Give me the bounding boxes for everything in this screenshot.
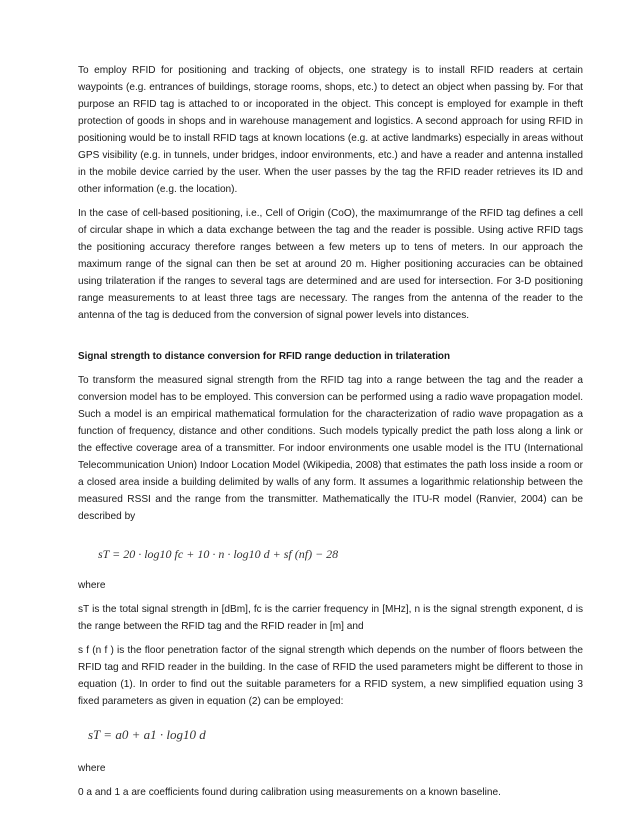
where-label-1: where — [78, 580, 106, 591]
equation-2: sT = a0 + a1 · log10 d — [88, 727, 206, 742]
where-label-2: where — [78, 763, 106, 774]
paragraph-signal-strength-definition: sT is the total signal strength in [dBm], fc is the carrier frequency in [MHz], n is the signal strength exponent, d is the range between the RFID tag and the RFID reader in [m] and — [78, 604, 583, 632]
paragraph-cell-based-positioning: In the case of cell-based positioning, i.e., Cell of Origin (CoO), the maximumrange of the RFID tag defines a cell of circular shape in which a data exchange between the tag and the reader is possible. Using active RFID tags the positioning accuracy therefore ranges between a few meters up to tens of meters. In our approach the maximum range of the signal can then be set at around 20 m. Higher positioning accuracies can be obtained using trilateration if the ranges to several tags are determined and are used for intersection. For 3-D positioning range measurements to at least three tags are necessary. The ranges from the antenna of the reader to the antenna of the tag is deduced from the conversion of signal power levels into distances. — [78, 208, 583, 321]
section-heading: Signal strength to distance conversion for RFID range deduction in trilateration — [78, 351, 451, 362]
equation-1: sT = 20 · log10 fc + 10 · n · log10 d + sf (nf) − 28 — [98, 547, 339, 561]
paragraph-floor-penetration: s f (n f ) is the floor penetration factor of the signal strength which depends on the number of floors between the RFID tag and RFID reader in the building. In the case of RFID the used parameters might be different to those in equation (1). In order to find out the suitable parameters for a RFID system, a new simplified equation using 3 fixed parameters as given in equation (2) can be employed: — [78, 645, 583, 707]
paragraph-coefficients: 0 a and 1 a are coefficients found during calibration using measurements on a known baseline. — [78, 787, 501, 798]
paragraph-rfid-strategies: To employ RFID for positioning and tracking of objects, one strategy is to install RFID readers at certain waypoints (e.g. entrances of buildings, storage rooms, shops, etc.) to detect an object when passing by. For that purpose an RFID tag is attached to or incoporated in the object. This concept is employed for example in theft protection of goods in shops and in warehouse management and logistics. A second approach for using RFID in positioning would be to install RFID tags at known locations (e.g. at active landmarks) especially in areas without GPS visibility (e.g. in tunnels, under bridges, indoor environments, etc.) and have a reader and antenna installed in the mobile device carried by the user. When the user passes by the tag the RFID reader retrieves its ID and other information (e.g. the location). — [78, 65, 583, 195]
document-page — [78, 62, 583, 801]
paragraph-conversion-model: To transform the measured signal strength from the RFID tag into a range between the tag and the reader a conversion model has to be employed. This conversion can be performed using a radio wave propagation model. Such a model is an empirical mathematical formulation for the characterization of radio wave propagation as a function of frequency, distance and other conditions. Such models typically predict the path loss along a link or the effective coverage area of a transmitter. For indoor environments one usable model is the ITU (International Telecommunication Union) Indoor Location Model (Wikipedia, 2008) that estimates the path loss inside a room or a closed area inside a building delimited by walls of any form. It assumes a logarithmic relationship between the measured RSSI and the range from the transmitter. Mathematically the ITU-R model (Ranvier, 2004) can be described by — [78, 375, 583, 522]
